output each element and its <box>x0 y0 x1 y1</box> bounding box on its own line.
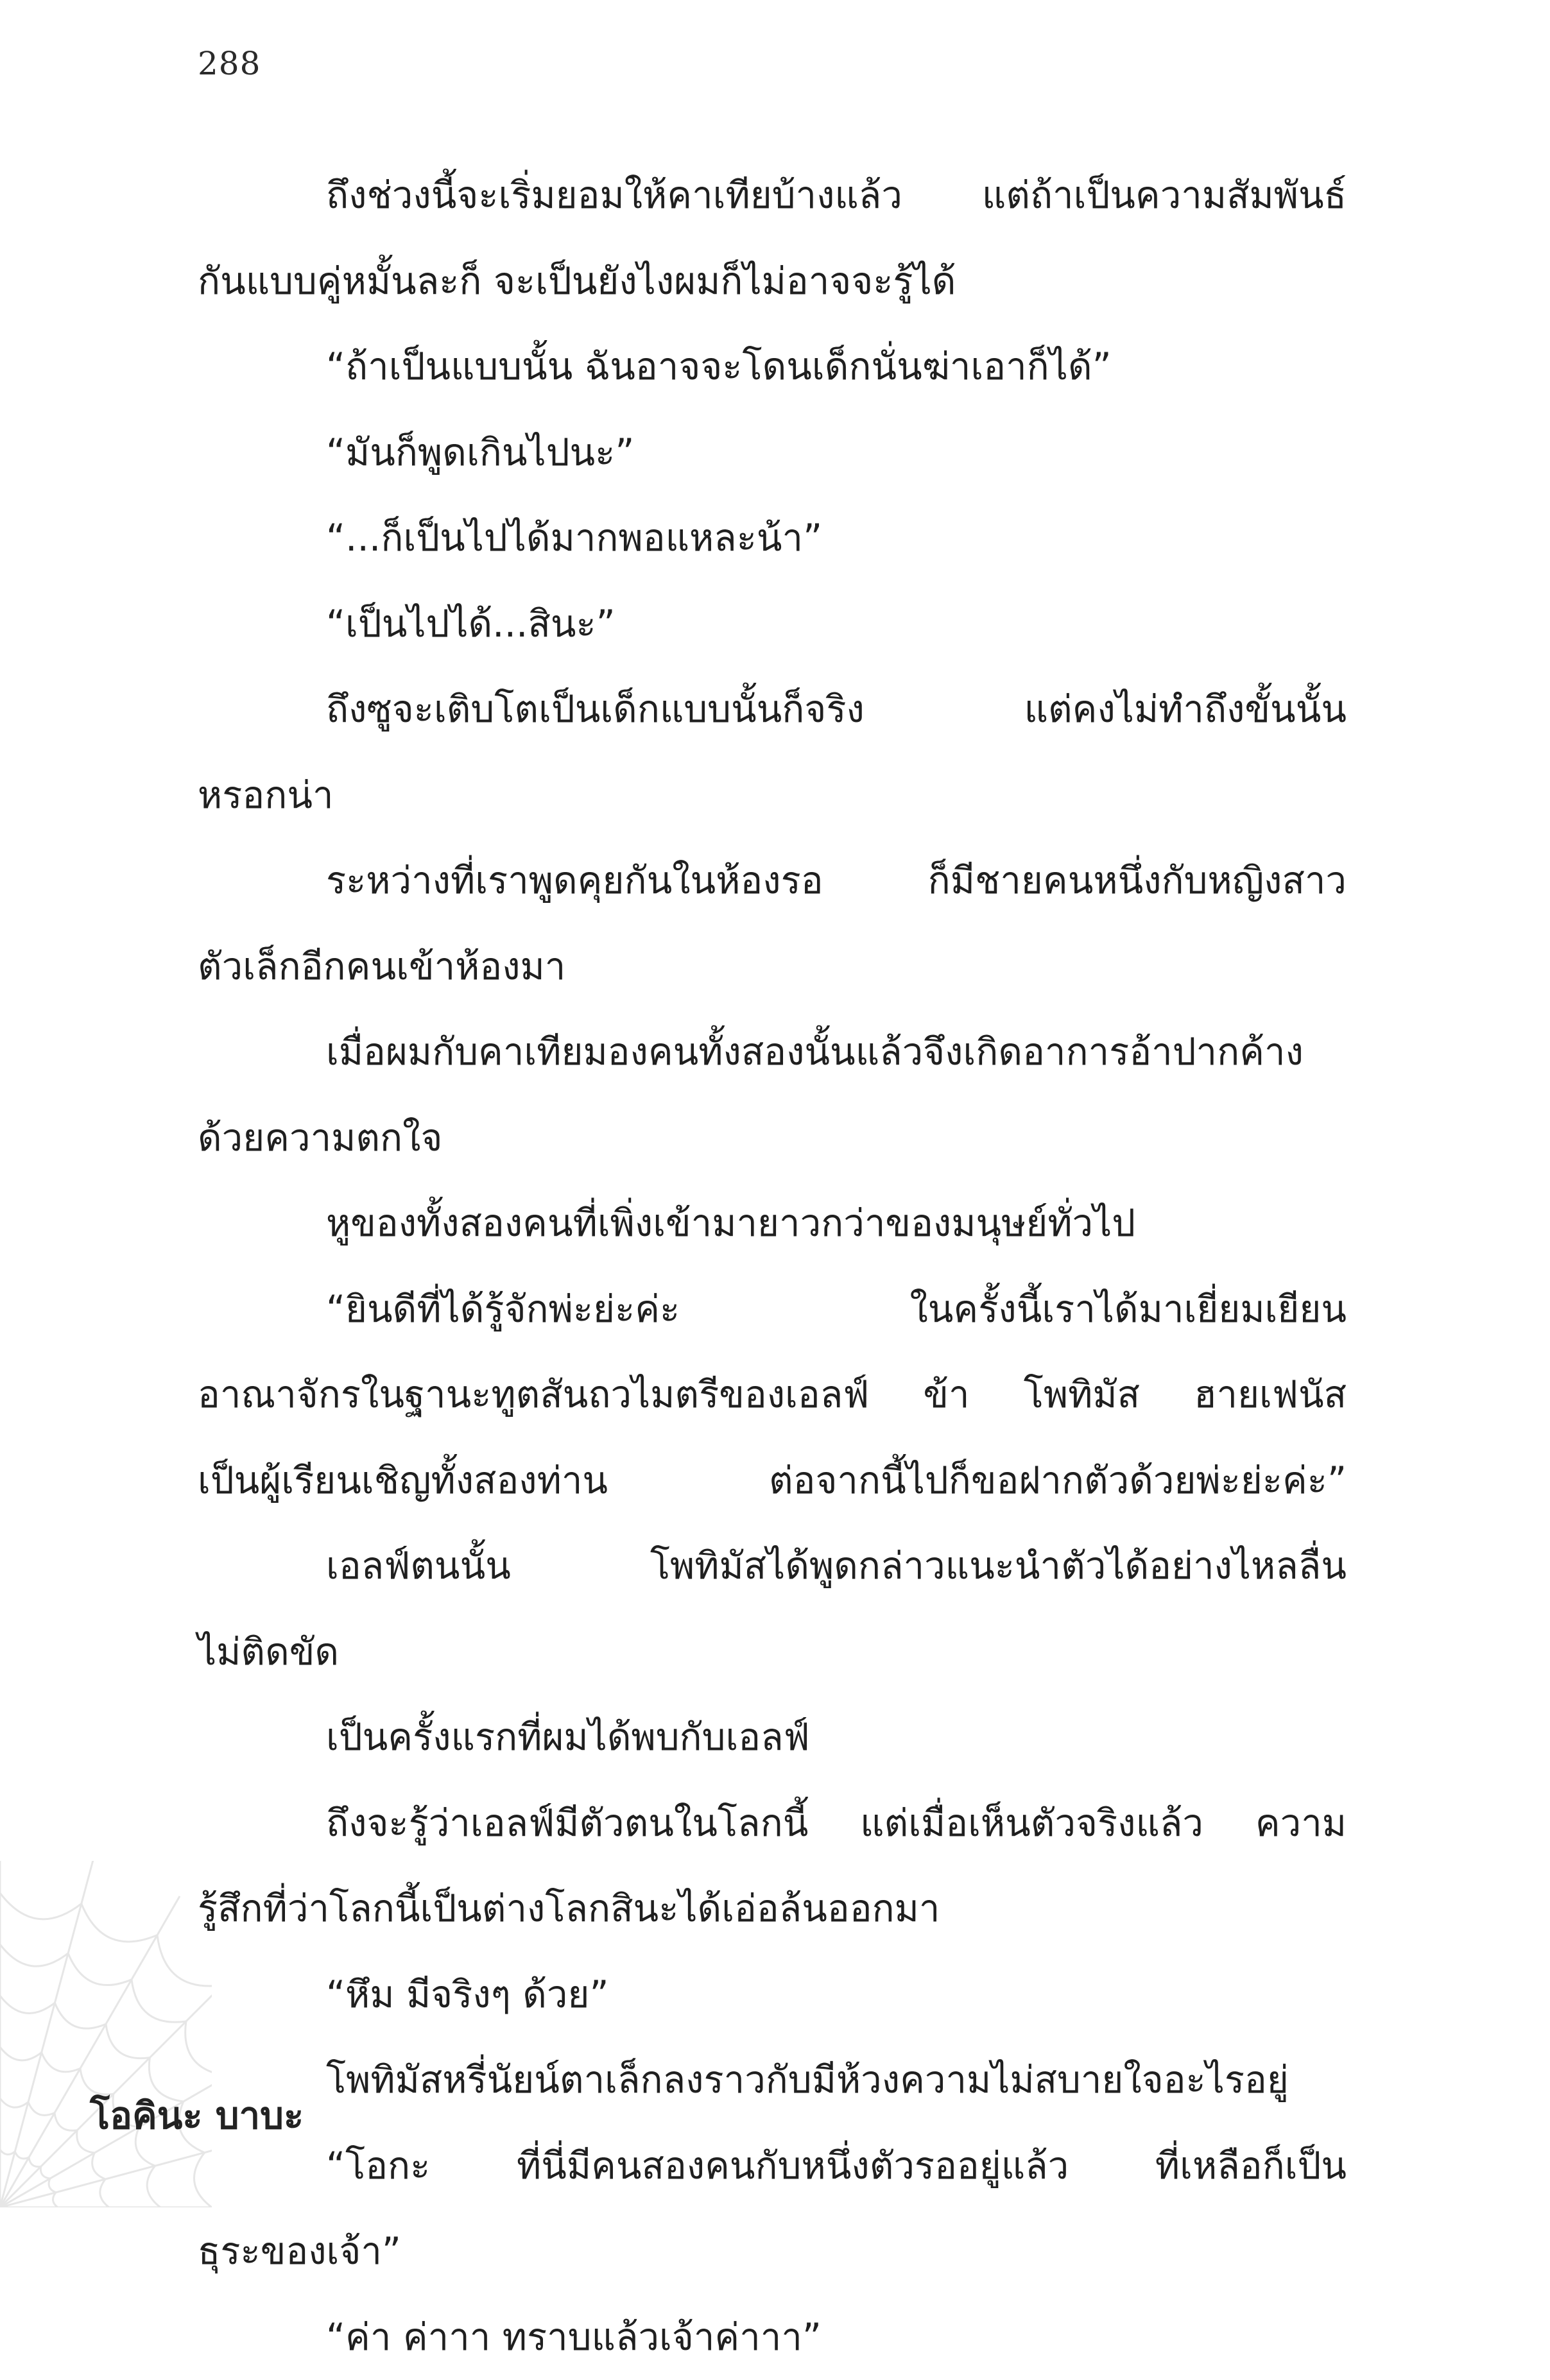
page-number: 288 <box>198 45 261 82</box>
text-line: กันแบบคู่หมั้นละก็ จะเป็นยังไงผมก็ไม่อาจจะรู้ได้ <box>198 239 1347 325</box>
body-text <box>198 153 1347 2380</box>
text-line: เอลฟ์ตนนั้น โพทิมัสได้พูดกล่าวแนะนำตัวได้อย่างไหลลื่น <box>198 1523 1347 1609</box>
cobweb-watermark <box>0 1861 212 2207</box>
text-line: หรอกน่า <box>198 753 1347 839</box>
text-line: “ยินดีที่ได้รู้จักพ่ะย่ะค่ะ ในครั้งนี้เราได้มาเยี่ยมเยียน <box>198 1267 1347 1353</box>
text-line: ถึงจะรู้ว่าเอลฟ์มีตัวตนในโลกนี้ แต่เมื่อเห็นตัวจริงแล้ว ความ <box>198 1781 1347 1867</box>
text-line: “โอกะ ที่นี่มีคนสองคนกับหนึ่งตัวรออยู่แล้ว ที่เหลือก็เป็น <box>198 2123 1347 2209</box>
text-line: รู้สึกที่ว่าโลกนี้เป็นต่างโลกสินะได้เอ่อล้นออกมา <box>198 1866 1347 1952</box>
text-line: ด้วยความตกใจ <box>198 1095 1347 1181</box>
text-line: “เป็นไปได้...สินะ” <box>198 581 1347 667</box>
text-line: ถึงซูจะเติบโตเป็นเด็กแบบนั้นก็จริง แต่คงไม่ทำถึงขั้นนั้น <box>198 667 1347 753</box>
text-line: ระหว่างที่เราพูดคุยกันในห้องรอ ก็มีชายคนหนึ่งกับหญิงสาว <box>198 838 1347 924</box>
text-line: ไม่ติดขัด <box>198 1609 1347 1695</box>
footer-title: โอคินะ บาบะ <box>90 2085 304 2145</box>
text-line: “ค่า ค่าาา ทราบแล้วเจ้าค่าาา” <box>198 2295 1347 2380</box>
text-line: “หึม มีจริงๆ ด้วย” <box>198 1952 1347 2038</box>
text-line: ตัวเล็กอีกคนเข้าห้องมา <box>198 924 1347 1010</box>
text-line: อาณาจักรในฐานะทูตสันถวไมตรีของเอลฟ์ ข้า โพทิมัส ฮายเฟนัส <box>198 1352 1347 1438</box>
text-line: เมื่อผมกับคาเทียมองคนทั้งสองนั้นแล้วจึงเกิดอาการอ้าปากค้าง <box>198 1009 1347 1095</box>
text-line: “ถ้าเป็นแบบนั้น ฉันอาจจะโดนเด็กนั่นฆ่าเอาก็ได้” <box>198 324 1347 410</box>
text-line: เป็นครั้งแรกที่ผมได้พบกับเอลฟ์ <box>198 1695 1347 1781</box>
text-line: “...ก็เป็นไปได้มากพอแหละน้า” <box>198 495 1347 581</box>
text-line: หูของทั้งสองคนที่เพิ่งเข้ามายาวกว่าของมนุษย์ทั่วไป <box>198 1181 1347 1267</box>
text-line: ธุระของเจ้า” <box>198 2209 1347 2295</box>
text-line: “มันก็พูดเกินไปนะ” <box>198 410 1347 496</box>
text-line: เป็นผู้เรียนเชิญทั้งสองท่าน ต่อจากนี้ไปก็ขอฝากตัวด้วยพ่ะย่ะค่ะ” <box>198 1438 1347 1524</box>
text-line: โพทิมัสหรี่นัยน์ตาเล็กลงราวกับมีห้วงความไม่สบายใจอะไรอยู่ <box>198 2037 1347 2123</box>
text-line: ถึงช่วงนี้จะเริ่มยอมให้คาเทียบ้างแล้ว แต่ถ้าเป็นความสัมพันธ์ <box>198 153 1347 239</box>
